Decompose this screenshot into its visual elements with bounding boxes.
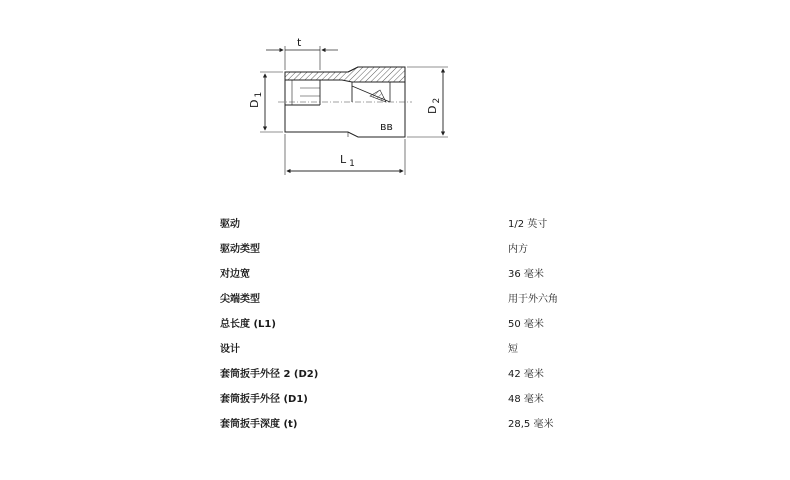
spec-key: 尖端类型 — [220, 293, 260, 305]
spec-key: 套筒扳手外径 (D1) — [220, 393, 308, 405]
spec-key: 驱动类型 — [220, 243, 260, 255]
spec-value: 短 — [508, 343, 518, 355]
dimension-l1-label: L — [340, 153, 347, 166]
dimension-d1-label: D — [248, 99, 261, 108]
spec-key: 驱动 — [220, 218, 240, 230]
spec-row — [220, 212, 600, 237]
brand-logo-icon: ʙʙ — [380, 120, 393, 133]
spec-row — [220, 237, 600, 262]
dimension-l1 — [285, 134, 405, 175]
spec-value: 用于外六角 — [508, 293, 558, 305]
spec-row — [220, 312, 600, 337]
spec-row — [220, 362, 600, 387]
spec-key: 总长度 (L1) — [220, 318, 276, 330]
spec-key: 对边宽 — [220, 268, 250, 280]
dimension-d2-label: D — [426, 105, 439, 114]
spec-value: 48 毫米 — [508, 393, 544, 405]
dimension-l1-subscript: 1 — [349, 159, 355, 169]
spec-value: 36 毫米 — [508, 268, 544, 280]
spec-value: 28,5 毫米 — [508, 418, 554, 430]
spec-row — [220, 337, 600, 362]
spec-row — [220, 287, 600, 312]
dimension-t-label: t — [297, 36, 302, 49]
dimension-t — [266, 36, 338, 70]
svg-text:D1 — [248, 92, 264, 108]
spec-value: 内方 — [508, 243, 528, 255]
specifications-table — [220, 212, 600, 437]
spec-key: 套筒扳手深度 (t) — [220, 418, 298, 430]
spec-row — [220, 262, 600, 287]
dimension-d1-subscript: 1 — [254, 91, 264, 98]
socket-technical-drawing — [230, 30, 460, 190]
svg-text:D2 — [426, 98, 442, 114]
spec-key: 套筒扳手外径 2 (D2) — [220, 368, 319, 380]
dimension-d2 — [407, 67, 448, 137]
socket-outline — [278, 67, 412, 137]
spec-row — [220, 412, 600, 437]
spec-value: 1/2 英寸 — [508, 218, 548, 230]
socket-drawing-svg — [230, 30, 460, 190]
dimension-d2-subscript: 2 — [432, 97, 442, 104]
spec-key: 设计 — [220, 343, 240, 355]
dimension-d1 — [248, 72, 283, 132]
spec-value: 50 毫米 — [508, 318, 544, 330]
spec-value: 42 毫米 — [508, 368, 544, 380]
svg-text:L1 — [340, 153, 355, 169]
spec-row — [220, 387, 600, 412]
